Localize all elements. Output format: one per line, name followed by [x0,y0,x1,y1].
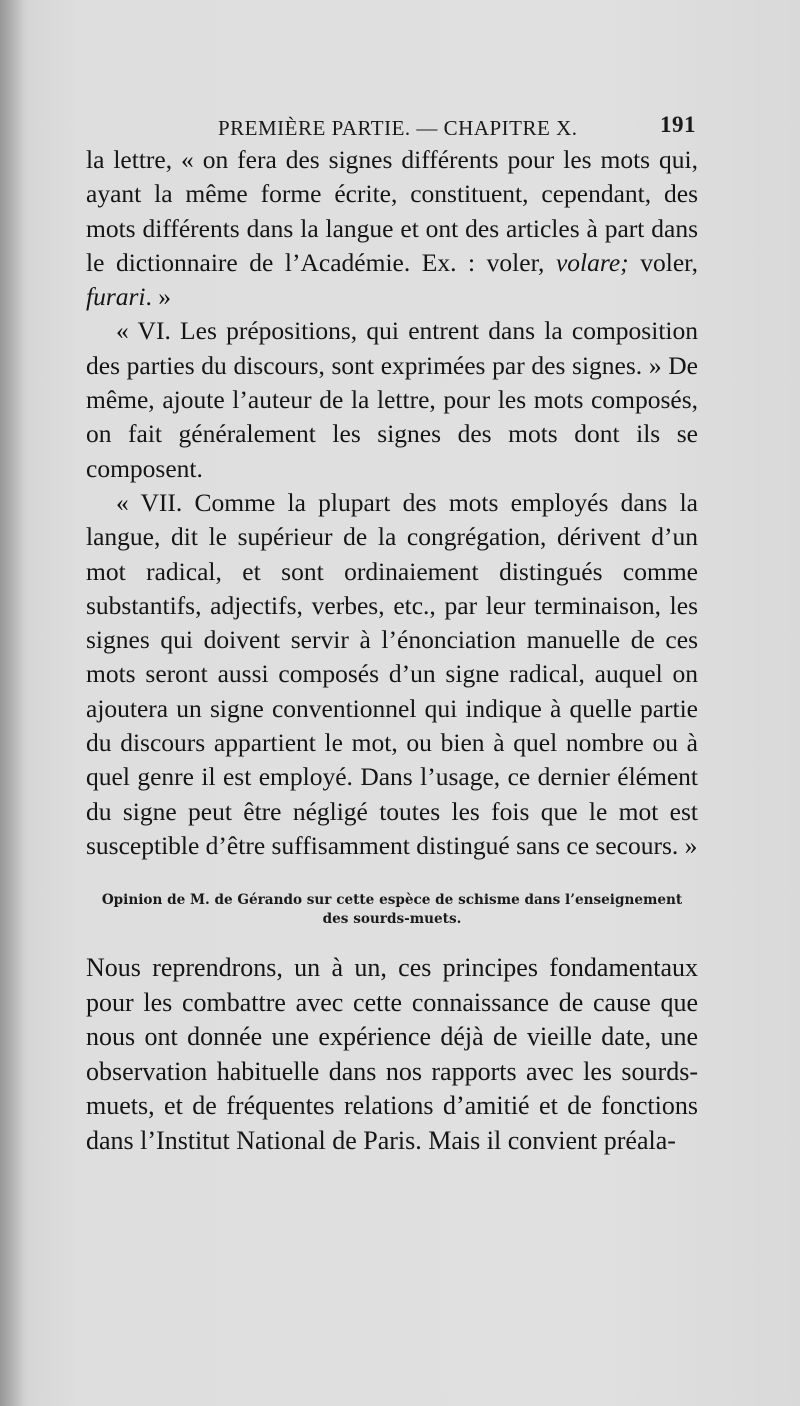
text-block [86,143,698,1158]
page-number: 191 [660,112,696,137]
section-sidehead: Opinion de M. de Gérando sur cette espèce de schisme dans l’enseignement des sourds-muets. [101,892,683,928]
paragraph-1-italic-furari: furari [86,282,146,312]
spine-shadow [0,0,24,1406]
paragraph-1-start: la lettre, « on fera des signes différents pour les mots qui, ayant la même forme écrite, constituent, cependant, des mots différents dans la langue et ont des articles à part dans le dictionnaire de l’Académie. Ex. : voler, [86,145,698,277]
paragraph-3: « VII. Comme la plupart des mots employés dans la langue, dit le supérieur de la congrégation, dérivent d’un mot radical, et sont ordinaiement distingués comme substantifs, adjectifs, verbes, etc., par leur terminaison, les signes qui doivent servir à l’énonciation manuelle de ces mots seront aussi composés d’un signe radical, auquel on ajoutera un signe conventionnel qui indique à quelle partie du discours appartient le mot, ou bien à quel nombre ou à quel genre il est employé. Dans l’usage, ce dernier élément du signe peut être négligé toutes les fois que le mot est susceptible d’être suffisamment distingué sans ce secours. » [86,487,698,860]
paragraph-4: Nous reprendrons, un à un, ces principes fondamentaux pour les combattre avec cette connaissance de cause que nous ont donnée une expérience déjà de vieille date, une observation habituelle dans nos rapports avec les sourds-muets, et de fréquentes relations d’amitié et de fonctions dans l’Institut National de Paris. Mais il convient préala- [86,953,698,1155]
running-head-title: PREMIÈRE PARTIE. — CHAPITRE X. [218,116,578,140]
paragraph-2: « VI. Les prépositions, qui entrent dans la composition des parties du discours, sont exprimées par des signes. » De même, ajoute l’auteur de la lettre, pour les mots composés, on fait généralement les signes des mots dont ils se composent. [86,316,698,483]
paragraph-1-mid: voler, [628,247,698,277]
paragraph-1-italic-volare: volare; [555,247,629,277]
paragraph-1 [86,143,698,314]
paragraph-1-end: . » [145,282,172,312]
running-head [218,112,696,142]
